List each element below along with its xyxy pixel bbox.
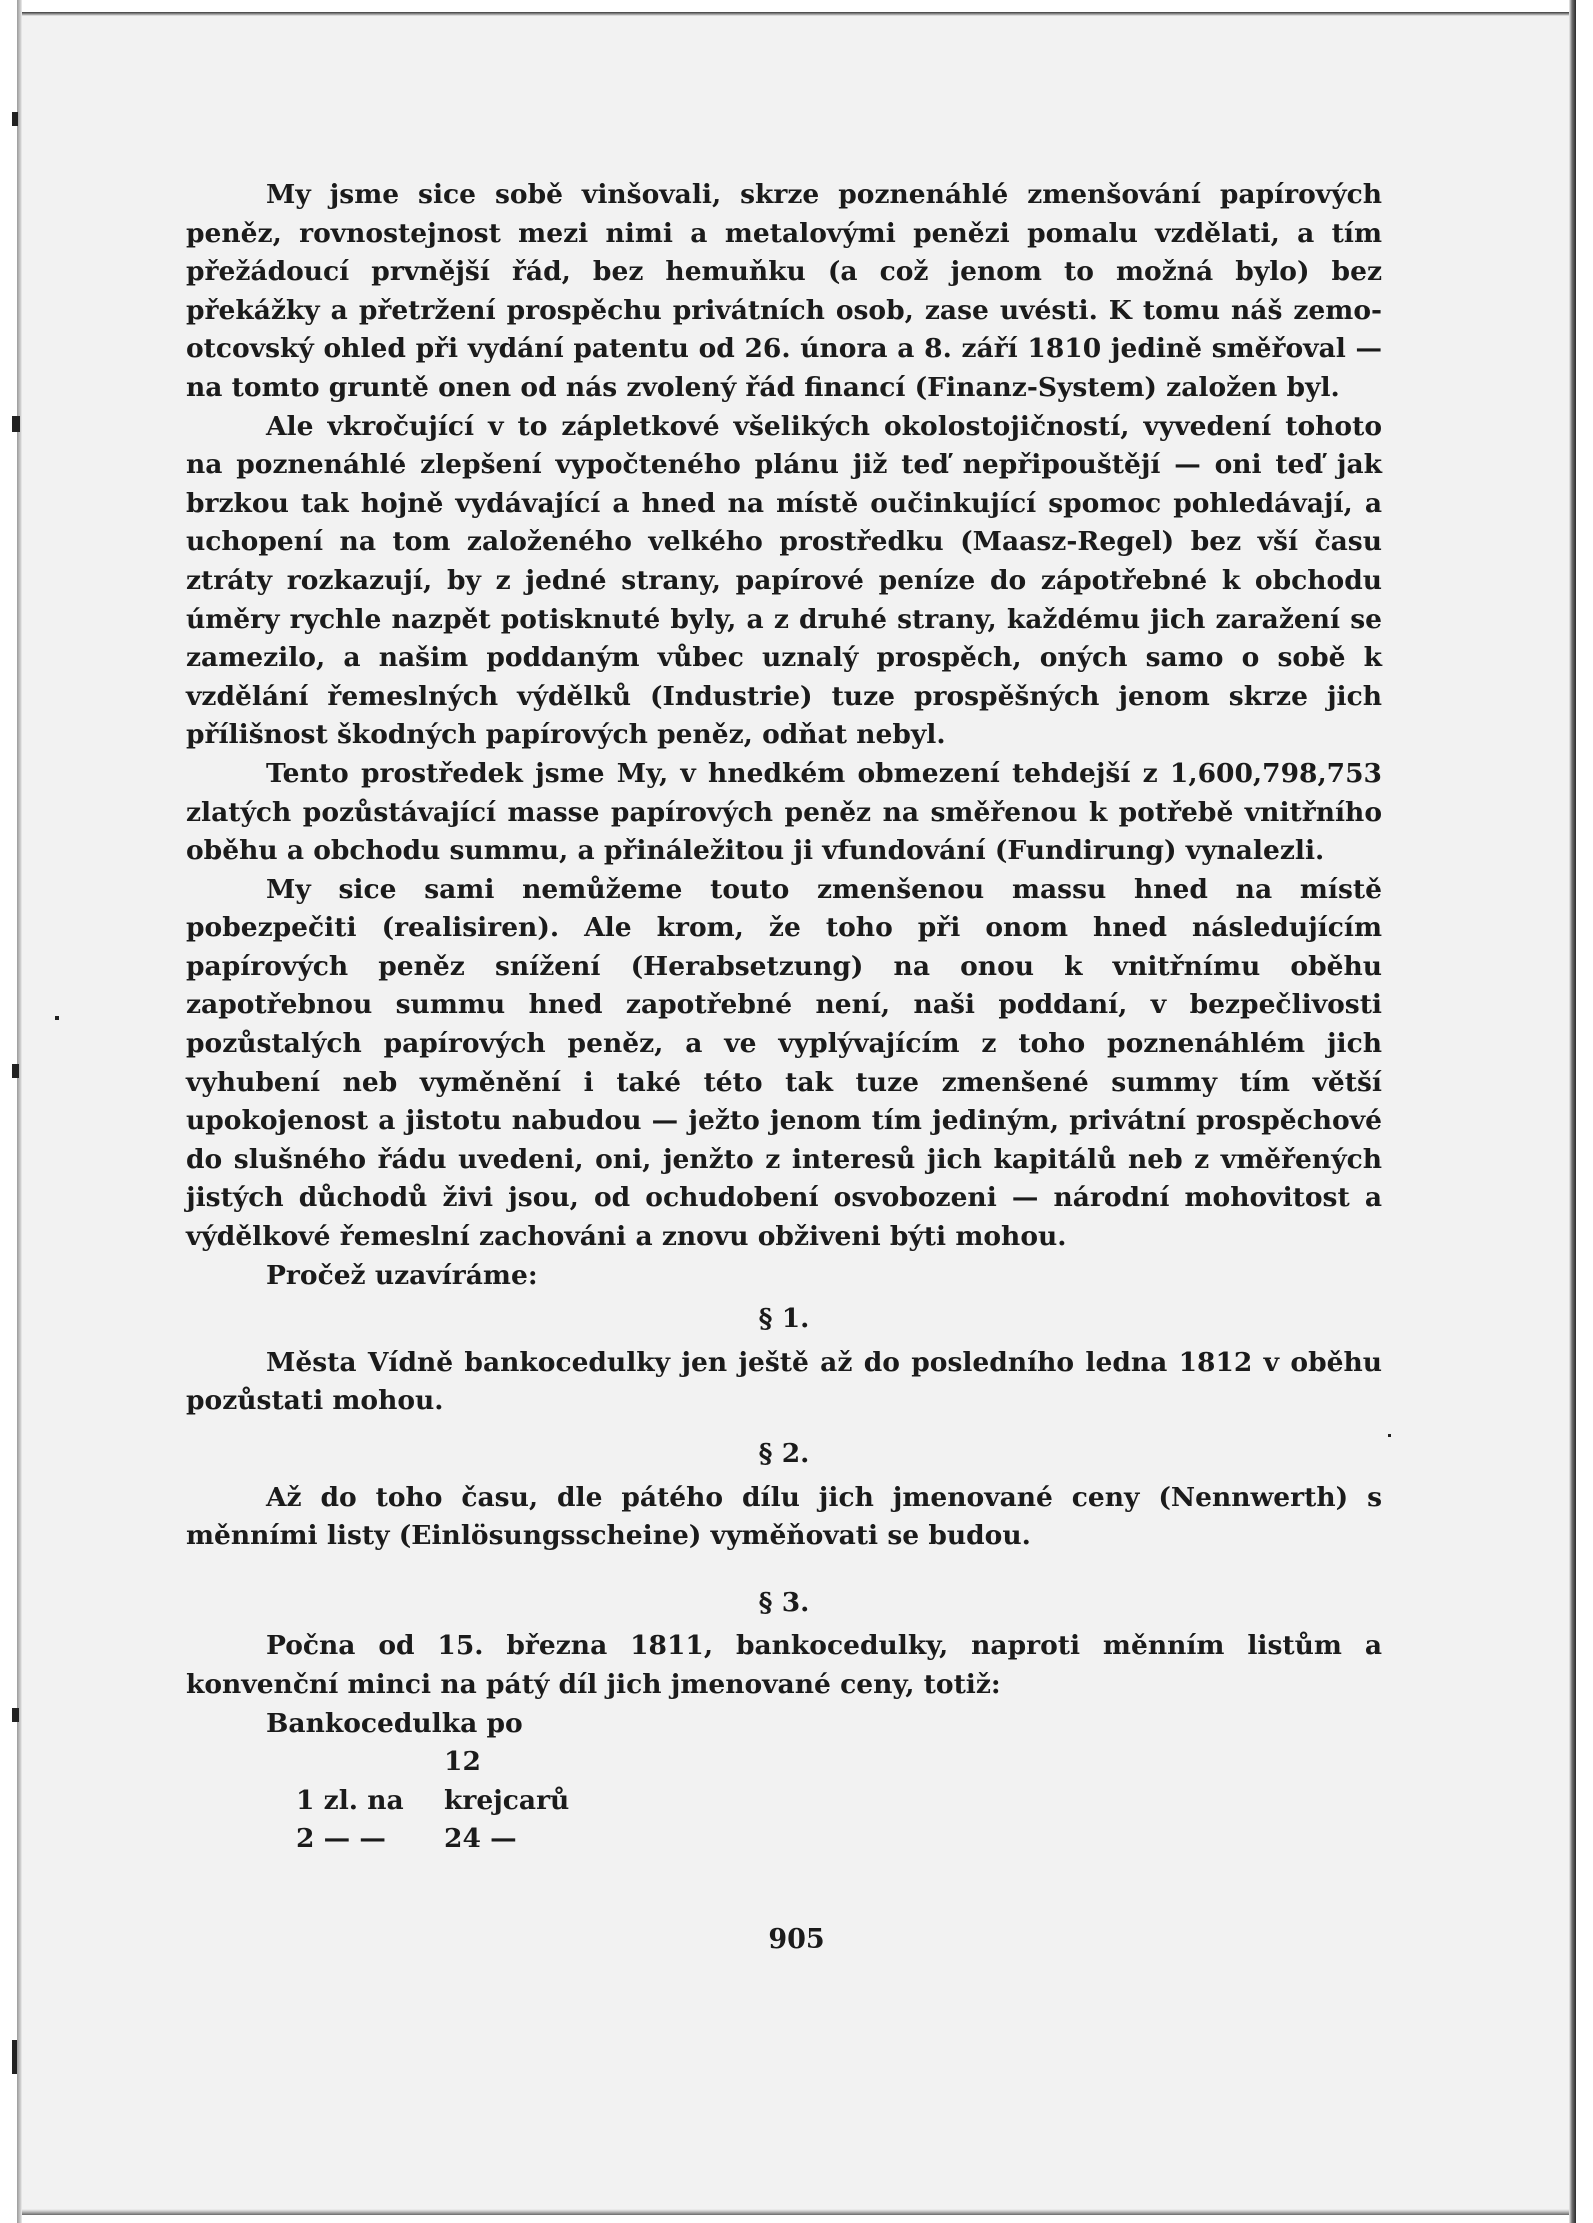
section-text: Až do toho času, dle pátého dílu jich jmenované ceny (Nennwerth) s měnními listy (Einlösungsscheine) vyměňovati se budou. <box>186 1481 1382 1552</box>
page-edge-right <box>1569 0 1593 2223</box>
denomination-from: 1 zl. na <box>296 1784 404 1816</box>
section-heading: § 2. <box>758 1438 810 1469</box>
paragraph: Pročež uzavíráme: <box>266 1259 538 1291</box>
section-text: Počna od 15. března 1811, bankocedulky, naproti měnním listům a konvenční minci na pátý díl jich jmenované ceny, totiž: <box>186 1630 1382 1700</box>
scan-artifact-mark <box>55 1016 59 1020</box>
page-number: 905 <box>768 1924 825 1955</box>
scan-artifact-mark <box>12 1708 19 1722</box>
paragraph: Ale vkročující v to zápletkové všelikých okolostojičností, vyvedení tohoto na poznenáhlé zlepšení vypočteného plánu již teď nepřipouštějí — oni teď jak brzkou tak hojně vydávající a hned na místě oučinkující spomoc pohledávají, a uchopení na tom založeného velkého prostředku (Maasz-Regel) bez vší času ztráty rozkazují, by z jedné strany, papírové peníze do zápotřebné k obchodu úměry rychle nazpět potisknuté byly, a z druhé strany, každému jich zaražení se zamezilo, a našim poddaným vůbec uznalý prospěch, oných samo o sobě k vzdělání řemeslných výdělků (Industrie) tuze prospěšných jenom skrze jich přílišnost škodných papírových peněz, odňat nebyl. <box>186 410 1382 751</box>
denomination-to: 12 krejcarů <box>444 1746 570 1816</box>
paragraph: Tento prostředek jsme My, v hnedkém obmezení tehdejší z 1,600,798,753 zlatých pozůstávající masse papírových peněz na směřenou k potřebě vnitřního oběhu a obchodu summu, a přináležitou ji vfundování (Fundirung) vynalezli. <box>186 757 1382 867</box>
page-edge-bottom <box>22 2209 1569 2223</box>
paragraph: My jsme sice sobě vinšovali, skrze poznenáhlé zmenšování papírových peněz, rovnostejnost mezi nimi a metalovými penězi pomalu vzdělati, a tím přežádoucí prvnější řád, bez hemuňku (a což jenom to možná bylo) bez překážky a přetržení prospěchu privátních osob, zase uvésti. K tomu náš zemo-otcovský ohled při vydání patentu od 26. února a 8. září 1810 jedině směřoval — na tomto gruntě onen od nás zvolený řád financí (Finanz-System) založen byl. <box>186 179 1382 403</box>
page-edge-top <box>22 0 1569 16</box>
denomination-to: 24 — <box>444 1823 517 1855</box>
scan-artifact-mark <box>12 416 20 432</box>
denomination-row <box>186 1820 1382 1859</box>
section-heading: § 3. <box>758 1586 810 1618</box>
denomination-intro: Bankocedulka po <box>266 1707 523 1739</box>
page-edge-left <box>0 0 22 2223</box>
denomination-from: 2 — — <box>296 1823 386 1855</box>
scan-artifact-mark <box>12 112 18 126</box>
document-body <box>186 176 1382 1859</box>
section-heading: § 1. <box>758 1303 810 1335</box>
scan-artifact-mark <box>12 1064 19 1078</box>
denomination-row <box>186 1743 1382 1820</box>
scan-artifact-mark <box>12 2040 17 2074</box>
section-text: Města Vídně bankocedulky jen ještě až do posledního ledna 1812 v oběhu pozůstati mohou. <box>186 1346 1382 1417</box>
scan-artifact-mark <box>1388 1434 1391 1437</box>
paragraph: My sice sami nemůžeme touto zmenšenou massu hned na místě pobezpečiti (realisiren). Ale krom, že toho při onom hned následujícím papírových peněz snížení (Herabsetzung) na onou k vnitřnímu oběhu zapotřebnou summu hned zapotřebné není, naši poddaní, v bezpečlivosti pozůstalých papírových peněz, a ve vyplývajícím z toho poznenáhlém jich vyhubení neb vyměnění i také této tak tuze zmenšené summy tím větší upokojenost a jistotu nabudou — ježto jenom tím jediným, privátní prospěchové do slušného řádu uvedeni, oni, jenžto z interesů jich kapitálů neb z vměřených jistých důchodů živi jsou, od ochudobení osvobozeni — národní mohovitost a výdělkové řemeslní zachováni a znovu obživeni býti mohou. <box>186 873 1382 1253</box>
